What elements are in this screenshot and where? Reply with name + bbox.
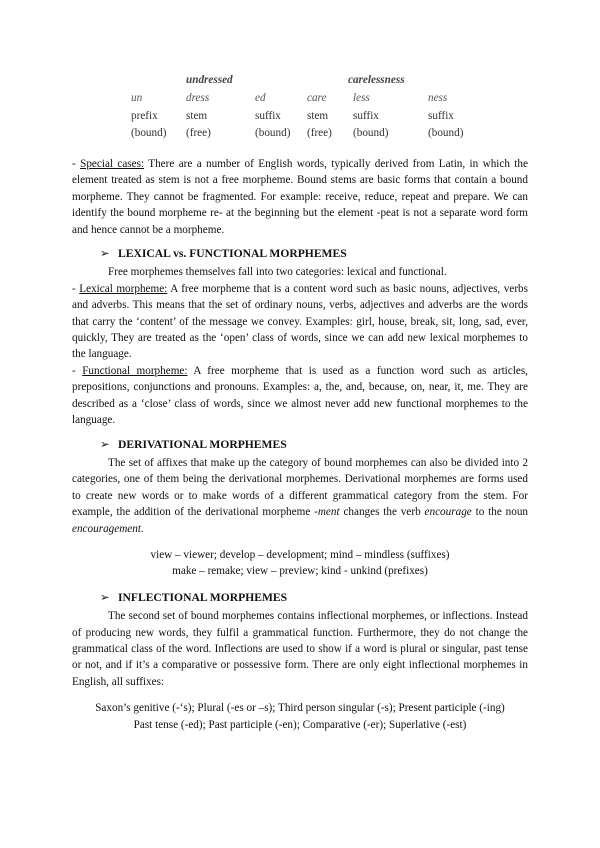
- functional-paragraph: - Functional morpheme: A free morpheme that is used as a function word such as articles, prepositions, conjunctions and pronouns. Examples: a, the, and, because, on, near, it, me. They are described as a ‘close’ class of words, since we almost never add new functional morphemes to the language.: [72, 364, 528, 427]
- heading-text: DERIVATIONAL MORPHEMES: [118, 437, 287, 451]
- arrow-bullet-icon: ➢: [100, 437, 110, 451]
- morpheme-cell: dress: [186, 92, 210, 104]
- derivational-paragraph: [72, 455, 528, 537]
- lexical-label: Lexical morpheme:: [79, 282, 168, 295]
- heading-text: INFLECTIONAL MORPHEMES: [118, 590, 288, 604]
- status-cell: (bound): [255, 127, 291, 139]
- document-page: [72, 66, 528, 733]
- lexical-text: A free morpheme that is a content word such as basic nouns, adjectives, verbs and adverbs. This means that the set of ordinary nouns, verbs, adjectives and adverbs are the words that carry the ‘content’ of the message we convey. Examples: girl, house, break, sit, long, sad, ever, quickly, They are treated as the ‘open’ class of words, since we can add new lexical morphemes to the language.: [72, 282, 528, 361]
- status-cell: (bound): [428, 127, 464, 139]
- type-cell: suffix: [255, 110, 281, 122]
- derivational-ment: -ment: [314, 506, 340, 519]
- functional-text: A free morpheme that is used as a function word such as articles, prepositions, conjunctions and pronouns. Examples: a, the, and, because, on, near, it, me. They are described as a ‘close’ class of words, since we almost never add new functional morphemes to the language.: [72, 364, 528, 427]
- type-cell: stem: [307, 110, 329, 122]
- functional-label: Functional morpheme:: [82, 364, 188, 377]
- inflectional-paragraph: The second set of bound morphemes contains inflectional morphemes, or inflections. Instead of producing new words, they fulfil a grammatical function. Furthermore, they do not change the grammatical class of the word. Inflections are used to show if a word is plural or singular, past tense or not, and if it’s a comparative or possessive form. There are only eight inflectional morphemes in English, all suffixes:: [72, 610, 528, 688]
- status-cell: (bound): [353, 127, 389, 139]
- morpheme-cell: ness: [428, 92, 448, 104]
- lexical-functional-intro: Free morphemes themselves fall into two categories: lexical and functional.: [108, 266, 447, 279]
- heading-text: LEXICAL vs. FUNCTIONAL MORPHEMES: [118, 247, 347, 261]
- status-cell: (free): [307, 127, 332, 139]
- type-cell: prefix: [131, 110, 158, 122]
- derivational-text-b: changes the verb: [339, 506, 425, 519]
- morpheme-cell: care: [307, 92, 327, 104]
- derivational-text-a: The set of affixes that make up the category of bound morphemes can also be divided into 2 categories, one of them being the derivational morphemes. Derivational morphemes are forms used to create new words or to make words of a different grammatical category from the stem. For example, the addition of the derivational morpheme: [72, 456, 528, 519]
- special-cases-label: Special cases:: [80, 158, 145, 170]
- derivational-text-c: to the noun: [471, 506, 529, 519]
- derivational-encouragement: encouragement.: [72, 522, 144, 535]
- type-cell: suffix: [353, 110, 379, 122]
- morpheme-cell: un: [131, 92, 143, 104]
- status-cell: (bound): [131, 127, 167, 139]
- special-cases-text: There are a number of English words, typically derived from Latin, in which the element treated as stem is not a free morpheme. Bound stems are basic forms that contain a bound morpheme. They cannot be fragmented. For example: receive, reduce, repeat and prepare. We can identify the bound morpheme re- at the beginning but the element -peat is not a separate word form and hence cannot be a morpheme.: [72, 158, 528, 236]
- status-cell: (free): [186, 127, 211, 139]
- arrow-bullet-icon: ➢: [100, 590, 110, 604]
- morpheme-table: [72, 66, 528, 146]
- inflectional-list-2: Past tense (-ed); Past participle (-en); Comparative (-er); Superlative (-est): [133, 718, 467, 731]
- table-header-undressed: undressed: [186, 74, 233, 86]
- special-cases-paragraph: - Special cases: There are a number of English words, typically derived from Latin, in which the element treated as stem is not a free morpheme. Bound stems are basic forms that contain a bound morpheme. They cannot be fragmented. For example: receive, reduce, repeat and prepare. We can identify the bound morpheme re- at the beginning but the element -peat is not a separate word form and hence cannot be a morpheme.: [72, 158, 528, 236]
- type-cell: suffix: [428, 110, 454, 122]
- table-header-carelessness: carelessness: [348, 74, 405, 86]
- lexical-functional-heading: [72, 246, 528, 262]
- derivational-encourage: encourage: [424, 506, 472, 519]
- derivational-heading: [72, 437, 528, 453]
- type-cell: stem: [186, 110, 208, 122]
- inflectional-list-1: Saxon’s genitive (-‘s); Plural (-es or –s); Third person singular (-s); Present participle (-ing): [95, 702, 505, 715]
- morpheme-cell: ed: [255, 92, 266, 104]
- lexical-paragraph: - Lexical morpheme: A free morpheme that is a content word such as basic nouns, adjectives, verbs and adverbs. This means that the set of ordinary nouns, verbs, adjectives and adverbs are the words that carry the ‘content’ of the message we convey. Examples: girl, house, break, sit, long, sad, ever, quickly, They are treated as the ‘open’ class of words, since we can add new lexical morphemes to the language.: [72, 282, 528, 361]
- arrow-bullet-icon: ➢: [100, 247, 110, 261]
- derivational-examples-prefixes: make – remake; view – preview; kind - unkind (prefixes): [172, 565, 428, 578]
- inflectional-heading: [72, 590, 528, 606]
- derivational-examples-suffixes: view – viewer; develop – development; mind – mindless (suffixes): [150, 548, 450, 561]
- morpheme-cell: less: [353, 92, 370, 104]
